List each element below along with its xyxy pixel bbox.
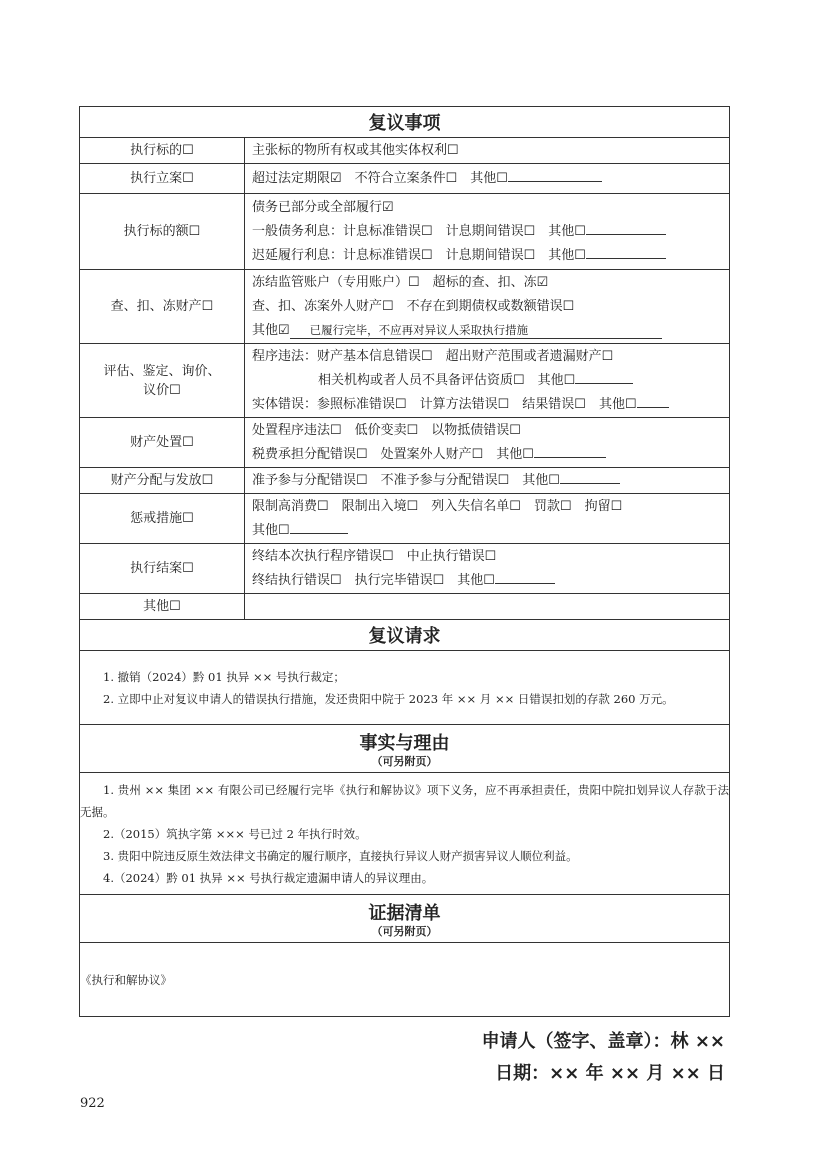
fact-item: 1. 贵州 ×× 集团 ×× 有限公司已经履行完毕《执行和解协议》项下义务，应不再承担责任，贵阳中院扣划异议人存款于法无据。	[80, 782, 729, 819]
fact-item: 2.（2015）筑执字第 ××× 号已过 2 年执行时效。	[103, 826, 367, 841]
option-line: 其他☐	[252, 519, 729, 543]
section-header-review-items	[80, 107, 730, 138]
row-label: 查、扣、冻财产☐	[80, 270, 245, 344]
row-valuation	[80, 344, 730, 418]
empty-cell	[245, 594, 730, 620]
option-line: 债务已部分或全部履行☑	[252, 199, 394, 215]
section-title: 证据清单	[368, 903, 441, 924]
option-line: 超过法定期限☑ 不符合立案条件☐ 其他☐	[252, 167, 729, 191]
row-label: 惩戒措施☐	[80, 494, 245, 544]
row-closure	[80, 544, 730, 594]
section-header-review-request	[80, 620, 730, 651]
option-line: 冻结监管账户（专用账户）☐ 超标的查、扣、冻☑	[252, 274, 549, 290]
option-line: 处置程序违法☐ 低价变卖☐ 以物抵债错误☐	[252, 422, 521, 438]
option-line: 限制高消费☐ 限制出入境☐ 列入失信名单☐ 罚款☐ 拘留☐	[252, 498, 623, 514]
handwritten-fill: 已履行完毕，不应再对异议人采取执行措施	[290, 321, 662, 339]
page-number: 922	[80, 1096, 105, 1111]
blank-line	[290, 519, 348, 534]
option-line: 主张标的物所有权或其他实体权利☐	[252, 142, 459, 158]
row-label: 执行标的额☐	[80, 194, 245, 270]
section-subtitle: （可另附页）	[371, 755, 438, 768]
facts-body	[80, 773, 730, 895]
review-application-form	[79, 106, 730, 1017]
option-line: 准予参与分配错误☐ 不准予参与分配错误☐ 其他☐	[252, 469, 729, 493]
review-request-body	[80, 651, 730, 725]
option-line: 迟延履行利息：计息标准错误☐ 计息期间错误☐ 其他☐	[252, 244, 729, 268]
section-subtitle: （可另附页）	[371, 925, 438, 938]
blank-line	[575, 369, 633, 384]
section-header-evidence	[80, 895, 730, 943]
option-line: 查、扣、冻案外人财产☐ 不存在到期债权或数额错误☐	[252, 298, 575, 314]
row-distribution	[80, 468, 730, 494]
option-line: 实体错误：参照标准错误☐ 计算方法错误☐ 结果错误☐ 其他☐	[252, 393, 729, 417]
signature-block	[482, 1026, 725, 1090]
row-label: 财产处置☐	[80, 418, 245, 468]
option-line: 一般债务利息：计息标准错误☐ 计息期间错误☐ 其他☐	[252, 220, 729, 244]
row-penalty	[80, 494, 730, 544]
row-label: 财产分配与发放☐	[80, 468, 245, 494]
section-header-facts	[80, 725, 730, 773]
row-seizure	[80, 270, 730, 344]
option-line: 税费承担分配错误☐ 处置案外人财产☐ 其他☐	[252, 443, 729, 467]
row-label: 执行立案☐	[80, 164, 245, 194]
request-item: 1. 撤销（2024）黔 01 执异 ×× 号执行裁定；	[103, 669, 345, 684]
evidence-item: 《执行和解协议》	[80, 972, 172, 987]
blank-line	[586, 220, 666, 235]
blank-line	[495, 569, 555, 584]
request-item: 2. 立即中止对复议申请人的错误执行措施，发还贵阳中院于 2023 年 ×× 月 ×× 日错误扣划的存款 260 万元。	[103, 691, 674, 706]
fact-item: 3. 贵阳中院违反原生效法律文书确定的履行顺序，直接执行异议人财产损害异议人顺位利益。	[103, 848, 578, 863]
blank-line	[534, 443, 606, 458]
blank-line	[586, 244, 666, 259]
applicant-signature: 申请人（签字、盖章）：林 ××	[481, 1031, 725, 1052]
section-title: 复议请求	[368, 626, 441, 647]
fact-item: 4.（2024）黔 01 执异 ×× 号执行裁定遗漏申请人的异议理由。	[103, 870, 434, 885]
blank-line	[508, 167, 602, 182]
option-line: 终结本次执行程序错误☐ 中止执行错误☐	[252, 548, 497, 564]
row-disposal	[80, 418, 730, 468]
evidence-body	[80, 943, 730, 1017]
row-label: 评估、鉴定、询价、 议价☐	[80, 344, 245, 418]
row-label: 执行标的☐	[80, 138, 245, 164]
option-line: 相关机构或者人员不具备评估资质☐ 其他☐	[252, 369, 729, 393]
option-line: 程序违法：财产基本信息错误☐ 超出财产范围或者遗漏财产☐	[252, 348, 614, 364]
row-execution-target	[80, 138, 730, 164]
row-label: 执行结案☐	[80, 544, 245, 594]
option-line: 终结执行错误☐ 执行完毕错误☐ 其他☐	[252, 569, 729, 593]
row-label: 其他☐	[80, 594, 245, 620]
blank-line	[637, 393, 669, 408]
row-execution-filing	[80, 164, 730, 194]
row-other	[80, 594, 730, 620]
section-title: 事实与理由	[359, 733, 450, 754]
row-execution-amount	[80, 194, 730, 270]
signature-date: 日期：×× 年 ×× 月 ×× 日	[495, 1063, 725, 1084]
option-line: 其他☑ 已履行完毕，不应再对异议人采取执行措施	[252, 319, 729, 343]
blank-line	[560, 469, 620, 484]
section-title: 复议事项	[368, 113, 441, 134]
